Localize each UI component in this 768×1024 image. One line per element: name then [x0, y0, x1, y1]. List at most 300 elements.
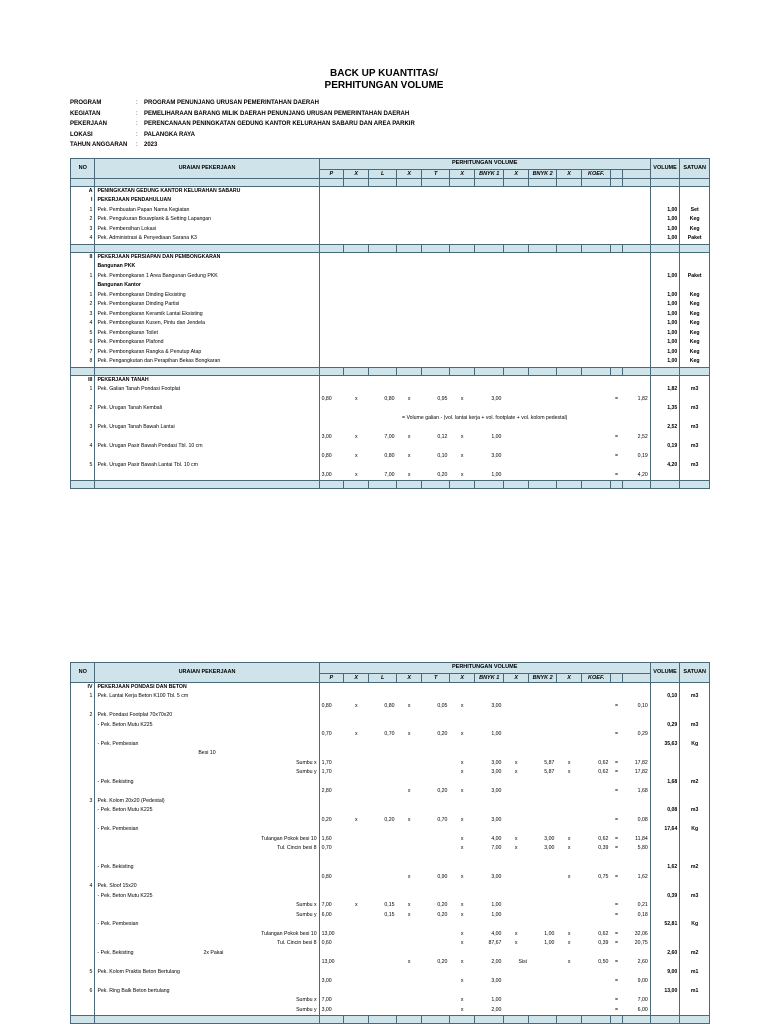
table-row	[71, 196, 710, 206]
item-unit: Keg	[680, 291, 710, 301]
table-row	[71, 404, 710, 414]
info-label: PEKERJAAN	[70, 121, 108, 127]
calc-value: 11,84	[635, 835, 648, 842]
item-unit	[680, 835, 710, 845]
calc-value: 3,00	[321, 471, 332, 478]
calc-cell	[319, 682, 650, 692]
calc-value: 0,62	[598, 769, 609, 776]
calc-value	[556, 452, 581, 462]
calc-value: =	[614, 873, 619, 880]
item-unit	[680, 196, 710, 206]
table-row	[71, 892, 710, 902]
calc-value	[503, 996, 528, 1006]
item-unit	[680, 433, 710, 443]
item-no: 1	[71, 692, 95, 702]
header-calc-col: BNYK 2	[529, 169, 557, 178]
table-row	[71, 375, 710, 385]
calc-value: x	[407, 731, 411, 738]
item-no	[71, 471, 95, 481]
table-row	[71, 262, 710, 272]
item-no: I	[71, 196, 95, 206]
item-no	[71, 433, 95, 443]
band-cell	[71, 367, 95, 375]
table-row	[71, 996, 710, 1006]
item-volume	[650, 996, 680, 1006]
table-row	[71, 1006, 710, 1016]
calc-value: 0,62	[598, 759, 609, 766]
calc-value: =	[614, 788, 619, 795]
band-cell	[369, 481, 397, 489]
header-calc-col: X	[396, 673, 421, 682]
calc-value: 3,00	[491, 452, 502, 459]
calc-value	[369, 977, 397, 987]
item-unit	[680, 768, 710, 778]
calc-cell	[319, 348, 650, 358]
item-no	[71, 281, 95, 291]
band-cell	[650, 367, 680, 375]
calc-value: 2,80	[321, 788, 332, 795]
calc-value	[529, 873, 557, 883]
item-no: A	[71, 186, 95, 196]
band-cell	[95, 367, 319, 375]
band-cell	[582, 1016, 611, 1024]
calc-value: 1,70	[321, 759, 332, 766]
item-volume	[650, 262, 680, 272]
table-row	[71, 272, 710, 282]
info-value: PALANGKA RAYA	[144, 131, 195, 138]
calc-cell	[319, 882, 650, 892]
calc-value: x	[407, 873, 411, 880]
table-row	[71, 740, 710, 750]
calc-value	[556, 1006, 581, 1016]
calc-cell	[319, 806, 650, 816]
calc-cell	[319, 252, 650, 262]
item-no	[71, 262, 95, 272]
band-cell	[503, 367, 528, 375]
band-cell	[369, 244, 397, 252]
band-cell	[529, 481, 557, 489]
item-description: PEKERJAAN PONDASI DAN BETON	[95, 682, 319, 692]
item-unit	[680, 262, 710, 272]
item-volume: 35,63	[650, 740, 680, 750]
item-no: 5	[71, 461, 95, 471]
table-row	[71, 787, 710, 797]
calc-value	[503, 471, 528, 481]
calc-value: 0,50	[598, 959, 609, 966]
doc-title-line1: BACK UP KUANTITAS/	[330, 68, 438, 79]
calc-value: x	[460, 930, 464, 937]
item-unit	[680, 816, 710, 826]
calc-cell	[319, 968, 650, 978]
table-row	[71, 968, 710, 978]
calc-value: 0,60	[321, 940, 332, 947]
item-no: 6	[71, 338, 95, 348]
calc-value: 17,82	[634, 759, 648, 766]
item-unit: m3	[680, 404, 710, 414]
item-unit: m2	[680, 778, 710, 788]
band-cell	[71, 481, 95, 489]
header-calc-col: X	[503, 169, 528, 178]
item-volume: 1,68	[650, 778, 680, 788]
calc-value: 1,62	[637, 873, 648, 880]
table-row	[71, 920, 710, 930]
table-row	[71, 442, 710, 452]
calc-cell	[319, 423, 650, 433]
calc-value: 0,90	[437, 873, 448, 880]
item-volume	[650, 452, 680, 462]
table-row	[71, 178, 710, 186]
item-no: 4	[71, 882, 95, 892]
calc-value: 0,20	[384, 816, 395, 823]
item-no	[71, 721, 95, 731]
band-cell	[449, 367, 474, 375]
item-unit	[680, 252, 710, 262]
calc-value	[529, 911, 557, 921]
calc-value: 0,20	[437, 959, 448, 966]
calc-value: 0,39	[598, 845, 609, 852]
calc-value: x	[567, 930, 571, 937]
table-row	[71, 281, 710, 291]
calc-value: x	[567, 845, 571, 852]
calc-value: x	[460, 702, 464, 709]
calc-value: 5,87	[544, 769, 555, 776]
calc-value: 0,80	[384, 452, 395, 459]
calc-value: =	[614, 395, 619, 402]
info-value: 2023	[144, 142, 158, 148]
calc-value: =	[614, 835, 619, 842]
table-row	[71, 816, 710, 826]
item-unit	[680, 1006, 710, 1016]
item-unit: m1	[680, 987, 710, 997]
table-row	[71, 749, 710, 759]
calc-value: 6,00	[637, 1006, 648, 1013]
header-calc-col	[623, 673, 651, 682]
table-row	[71, 215, 710, 225]
calc-value: x	[354, 702, 358, 709]
calc-value	[369, 759, 397, 769]
calc-value: 3,00	[491, 788, 502, 795]
calc-value: 3,00	[321, 433, 332, 440]
calc-value: 1,60	[321, 835, 332, 842]
calc-value: x	[354, 902, 358, 909]
calc-value: 5,87	[544, 759, 555, 766]
header-perhitungan: PERHITUNGAN VOLUME	[319, 663, 650, 674]
table-row	[71, 682, 710, 692]
table-row	[71, 329, 710, 339]
calc-cell	[319, 778, 650, 788]
calc-value	[344, 768, 369, 778]
item-unit: Kg	[680, 825, 710, 835]
band-cell	[475, 367, 504, 375]
item-volume	[650, 854, 680, 864]
calc-value: x	[460, 835, 464, 842]
item-volume	[650, 730, 680, 740]
table-row	[71, 844, 710, 854]
item-unit	[680, 186, 710, 196]
calc-value	[503, 433, 528, 443]
band-cell	[623, 244, 651, 252]
calc-value: x	[514, 940, 518, 947]
calc-value	[503, 977, 528, 987]
calc-value: x	[460, 911, 464, 918]
item-description: Pek. Ring Balk Beton bertulang	[95, 987, 319, 997]
item-volume	[650, 768, 680, 778]
item-no	[71, 787, 95, 797]
band-cell	[344, 367, 369, 375]
item-volume: 1,00	[650, 234, 680, 244]
band-cell	[475, 178, 504, 186]
item-unit: Keg	[680, 310, 710, 320]
calc-value: 2,52	[637, 433, 648, 440]
calc-value: 3,00	[491, 769, 502, 776]
item-unit	[680, 682, 710, 692]
calc-value: =	[614, 1006, 619, 1013]
item-no	[71, 949, 95, 959]
table-row	[71, 186, 710, 196]
calc-value: x	[460, 759, 464, 766]
item-no	[71, 873, 95, 883]
band-cell	[623, 367, 651, 375]
calc-value	[369, 1006, 397, 1016]
item-description: Pek. Pembongkaran Dinding Eksisting	[95, 291, 319, 301]
calc-value: 20,75	[634, 940, 648, 947]
band-cell	[650, 1016, 680, 1024]
item-volume: 0,39	[650, 892, 680, 902]
calc-value: 0,20	[437, 731, 448, 738]
calc-value: =	[614, 978, 619, 985]
calc-value: x	[460, 731, 464, 738]
item-volume: 13,00	[650, 987, 680, 997]
item-no	[71, 901, 95, 911]
calc-value: 0,39	[598, 940, 609, 947]
table-row	[71, 206, 710, 216]
item-volume	[650, 281, 680, 291]
item-unit: Keg	[680, 215, 710, 225]
item-unit	[680, 452, 710, 462]
calc-cell	[319, 319, 650, 329]
calc-value: x	[460, 788, 464, 795]
table-row	[71, 692, 710, 702]
calc-value	[369, 996, 397, 1006]
item-unit	[680, 977, 710, 987]
table-row	[71, 252, 710, 262]
header-no: NO	[71, 159, 95, 179]
calc-value: =	[614, 845, 619, 852]
calc-value: 87,67	[488, 940, 502, 947]
calc-value	[529, 996, 557, 1006]
sub-label	[95, 730, 319, 740]
band-cell	[503, 244, 528, 252]
info-label: KEGIATAN	[70, 110, 101, 117]
band-cell	[556, 367, 581, 375]
item-no	[71, 730, 95, 740]
calc-value: 0,10	[437, 452, 448, 459]
calc-value	[529, 749, 557, 759]
item-no: 2	[71, 711, 95, 721]
item-no	[71, 958, 95, 968]
item-description: - Pek. Pembesian	[95, 740, 319, 750]
calc-cell	[319, 291, 650, 301]
item-volume: 1,82	[650, 385, 680, 395]
calc-value	[396, 930, 421, 940]
band-cell	[396, 1016, 421, 1024]
table-row	[71, 835, 710, 845]
item-unit	[680, 787, 710, 797]
table-row	[71, 423, 710, 433]
calc-value: x	[407, 816, 411, 823]
item-no: 5	[71, 968, 95, 978]
calc-value	[582, 901, 611, 911]
item-description: Pek. Kolom Praktis Beton Bertulang	[95, 968, 319, 978]
calc-cell	[319, 272, 650, 282]
item-no: 3	[71, 225, 95, 235]
calc-value: x	[407, 902, 411, 909]
item-volume	[650, 844, 680, 854]
item-description: Pek. Pembongkaran Keramik Lantai Eksisting	[95, 310, 319, 320]
item-volume	[650, 682, 680, 692]
item-volume: 1,62	[650, 863, 680, 873]
calc-value	[344, 844, 369, 854]
table-row	[71, 244, 710, 252]
calc-cell	[319, 338, 650, 348]
calc-value: 0,15	[384, 902, 395, 909]
calc-value: x	[567, 940, 571, 947]
item-volume	[650, 471, 680, 481]
item-no	[71, 395, 95, 405]
calc-value: x	[460, 433, 464, 440]
calc-value: 1,00	[491, 911, 502, 918]
item-description: Pek. Urugan Pasir Bawah Lantai Tbl. 10 cm	[95, 461, 319, 471]
item-no: 1	[71, 272, 95, 282]
item-unit	[680, 730, 710, 740]
item-unit	[680, 958, 710, 968]
calc-value	[529, 977, 557, 987]
band-cell	[680, 367, 710, 375]
calc-cell	[319, 797, 650, 807]
info-label: LOKASI	[70, 131, 93, 138]
item-description: Pek. Pondasi Footplat 70x70x20	[95, 711, 319, 721]
band-cell	[369, 178, 397, 186]
calc-value: 17,82	[634, 769, 648, 776]
item-volume: 0,19	[650, 442, 680, 452]
calc-value: 0,70	[437, 816, 448, 823]
band-cell	[623, 1016, 651, 1024]
sub-label: Sumbu y	[95, 768, 319, 778]
item-description: Pek. Pengukuran Bouwplank & Setting Lapangan	[95, 215, 319, 225]
calc-value: 0,12	[437, 433, 448, 440]
item-unit	[680, 395, 710, 405]
calc-value: x	[460, 997, 464, 1004]
calc-value: 3,00	[491, 702, 502, 709]
calc-value: 0,19	[637, 452, 648, 459]
sub-label: Sumbu x	[95, 996, 319, 1006]
calc-cell	[319, 234, 650, 244]
item-no	[71, 749, 95, 759]
header-calc-col: KOEF.	[582, 673, 611, 682]
header-uraian: URAIAN PEKERJAAN	[95, 159, 319, 179]
item-volume	[650, 186, 680, 196]
calc-value	[503, 749, 528, 759]
band-cell	[369, 367, 397, 375]
calc-value: x	[407, 788, 411, 795]
item-unit: Keg	[680, 225, 710, 235]
table-row	[71, 1016, 710, 1024]
item-description: Pek. Pengangkutan dan Perapihan Bekas Bongkaran	[95, 357, 319, 367]
calc-value	[344, 958, 369, 968]
calc-value	[503, 395, 528, 405]
item-no	[71, 759, 95, 769]
table-row	[71, 949, 710, 959]
calc-value: 0,80	[384, 702, 395, 709]
table-row	[71, 778, 710, 788]
item-volume	[650, 901, 680, 911]
band-cell	[344, 178, 369, 186]
item-unit: Keg	[680, 300, 710, 310]
calc-value: =	[614, 471, 619, 478]
item-description: Pek. Pembuatan Papan Nama Kegiatan	[95, 206, 319, 216]
calc-value: 7,00	[637, 997, 648, 1004]
calc-value: =	[614, 959, 619, 966]
calc-value	[610, 749, 622, 759]
calc-value: 2,00	[491, 959, 502, 966]
band-cell	[582, 481, 611, 489]
header-calc-col	[610, 169, 622, 178]
calc-cell	[319, 196, 650, 206]
calc-value: 0,70	[321, 731, 332, 738]
sub-label	[95, 873, 319, 883]
header-calc-col: P	[319, 169, 343, 178]
calc-value: 2,00	[491, 1006, 502, 1013]
item-no	[71, 740, 95, 750]
item-unit: m1	[680, 968, 710, 978]
item-unit: m3	[680, 692, 710, 702]
sub-label: Tul. Cincin besi 8	[95, 844, 319, 854]
calc-cell	[319, 692, 650, 702]
calc-value: =	[614, 930, 619, 937]
item-unit	[680, 844, 710, 854]
item-volume: 1,00	[650, 300, 680, 310]
table-row	[71, 759, 710, 769]
calc-value	[582, 911, 611, 921]
item-no	[71, 996, 95, 1006]
calc-value	[582, 996, 611, 1006]
calc-value: 5,80	[637, 845, 648, 852]
calc-value: =	[614, 940, 619, 947]
sub-label: Sumbu y	[95, 1006, 319, 1016]
header-calc-col	[610, 673, 622, 682]
calc-value	[582, 395, 611, 405]
band-cell	[623, 481, 651, 489]
band-cell	[369, 1016, 397, 1024]
item-description: Pek. Kolom 20x20 (Pedestal)	[95, 797, 319, 807]
item-unit	[680, 901, 710, 911]
item-volume	[650, 939, 680, 949]
item-description: Pek. Pembersihan Lokasi	[95, 225, 319, 235]
item-volume	[650, 1006, 680, 1016]
calc-value: x	[407, 959, 411, 966]
calc-cell	[319, 385, 650, 395]
item-description: PENINGKATAN GEDUNG KANTOR KELURAHAN SABARU	[95, 186, 319, 196]
calc-value: 32,06	[634, 930, 648, 937]
band-cell	[475, 244, 504, 252]
item-volume	[650, 252, 680, 262]
item-no	[71, 930, 95, 940]
band-cell	[422, 481, 450, 489]
table-row	[71, 797, 710, 807]
item-description: - Pek. Pembesian	[95, 825, 319, 835]
band-cell	[680, 481, 710, 489]
calc-value: x	[514, 930, 518, 937]
